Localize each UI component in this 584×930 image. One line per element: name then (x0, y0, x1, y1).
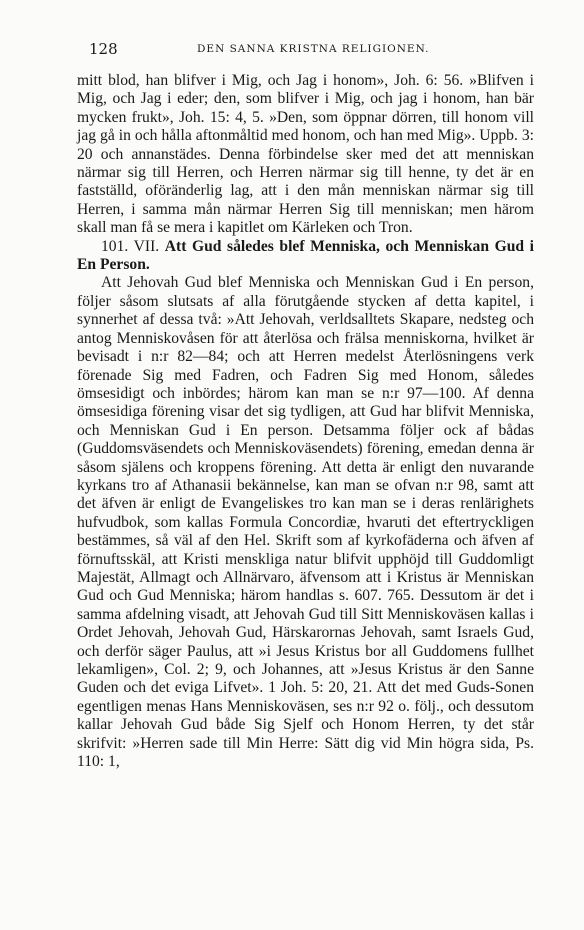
running-head: DEN SANNA KRISTNA RELIGIONEN. (197, 43, 430, 55)
section-number: 101. (101, 237, 129, 255)
section-title: Att Gud således blef Menniska, och Menniskan Gud i En Person. (77, 237, 534, 274)
page-number: 128 (89, 40, 118, 58)
paragraph-section-body: Att Jehovah Gud blef Menniska och Menniskan Gud i En person, följer såsom slutsats af alla förutgående stycken af detta kapitel, i synnerhet af dessa två: »Att Jehovah, verldsalltets Skapare, nedsteg och antog Menniskovåsen för att återlösa och frälsa menniskorna, hvilket är bevisadt i n:r 82—84; och att Herren medelst Återlösningens verk förenade Sig med Fadren, och Fadren Sig med Honom, således ömsesidigt och inbördes; härom kan man se n:r 97—100. Af denna ömsesidiga förening visar det sig tydligen, att Gud har blifvit Menniska, och Menniskan Gud i En person. Detsamma följer ock af bådas (Guddomsväsendets och Menniskoväsendets) förening, emedan denna är såsom själens och kroppens förening. Att detta är enligt den nuvarande kyrkans tro af Athanasii bekännelse, kan man se ofvan n:r 98, samt att det äfven är enligt de Evangeliskes tro kan man se i deras renlärighets hufvudbok, som kallas Formula Concordiæ, hvaruti det eftertryckligen bestämmes, så väl af den Hel. Skrift som af kyrkofäderna och äfven af förnuftsskäl, att Kristi menskliga natur blifvit upphöjd till Guddomligt Majestät, Allmagt och Allnärvaro, äfvensom att i Kristus är Menniskan Gud och Gud Menniska; härom handlas s. 607. 765. Dessutom är det i samma afdelning visadt, att Jehovah Gud till Sitt Menniskoväsen kallas i Ordet Jehovah, Jehovah Gud, Härskarornas Jehovah, samt Israels Gud, och derför säger Paulus, att »i Jesus Kristus bor all Guddomens fullhet lekamligen», Col. 2; 9, och Johannes, att »Jesus Kristus är den Sanne Guden och det eviga Lifvet». 1 Joh. 5: 20, 21. Att det med Guds-Sonen egentligen menas Hans Menniskoväsen, ses n:r 92 o. följ., och dessutom kallar Jehovah Gud både Sig Sjelf och Honom Herren, ty det står skrifvit: »Herren sade till Min Herre: Sätt dig vid Min högra sida, Ps. 110: 1, (77, 274, 534, 771)
page-body (77, 72, 534, 771)
page-header (77, 40, 534, 62)
section-roman: VII. (133, 237, 160, 255)
paragraph-continued: mitt blod, han blifver i Mig, och Jag i honom», Joh. 6: 56. »Blifven i Mig, och Jag i eder; den, som blifver i Mig, och jag i honom, han bär mycken frukt», Joh. 15: 4, 5. »Den, som öppnar dörren, till honom vill jag gå in och hålla aftonmåltid med honom, och han med Mig». Uppb. 3: 20 och annanstädes. Denna förbindelse sker med det att menniskan närmar sig till Herren, och Herren närmar sig till henne, ty det är en fastställd, oföränderlig lag, att i den mån menniskan närmar sig till Herren, i samma mån närmar Herren Sig till menniskan; men härom skall man få se mera i kapitlet om Kärleken och Tron. (77, 72, 534, 237)
section-heading (77, 238, 534, 275)
